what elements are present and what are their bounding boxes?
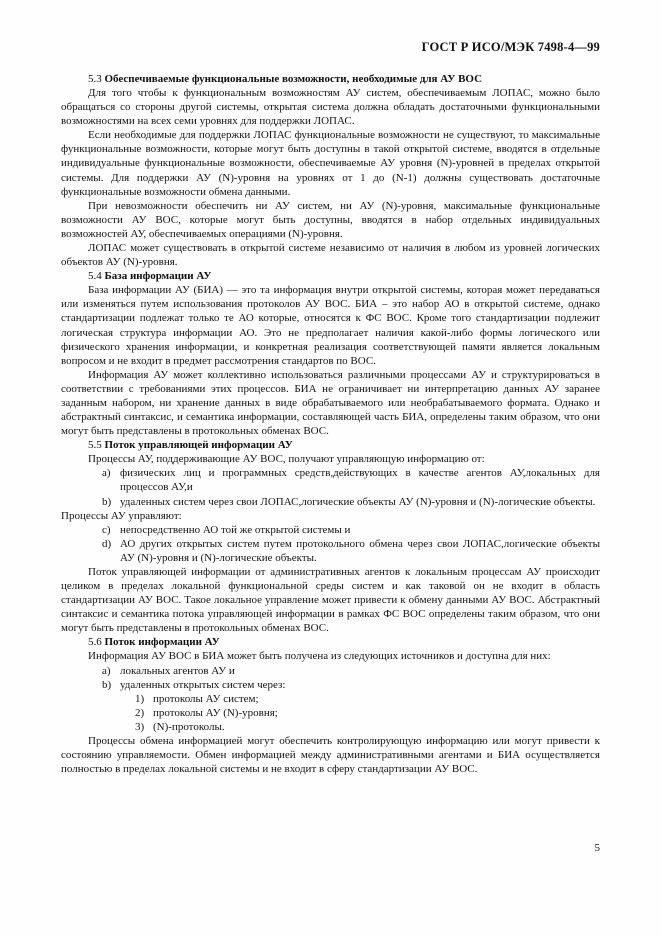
- list-item: [61, 664, 600, 678]
- section-heading-5-5: [61, 438, 600, 452]
- section-number-5-4: 5.4: [88, 270, 102, 283]
- list-5-5-sources: [61, 466, 600, 508]
- page-header-standard-number: ГОСТ Р ИСО/МЭК 7498-4—99: [421, 40, 600, 54]
- section-heading-5-3: [61, 72, 600, 86]
- list-marker: d): [102, 537, 112, 550]
- section-title-5-4: База информации АУ: [104, 270, 212, 283]
- list-item-text: локальных агентов АУ и: [120, 664, 235, 677]
- list-item: [61, 678, 600, 692]
- list-marker: a): [102, 664, 111, 677]
- paragraph-5-4-2: Информация АУ может коллективно использоваться различными процессами АУ и структурироваться в соответствии с требованиями этих процессов. БИА не ограничивает ни интерпретацию данных АУ заранее заданным набором, ни хранение данных в виде обрабатываемого или необрабатываемого формата. Однако и абстрактный синтаксис, и семантика информации, составляющей часть БИА, определены таким образом, что они могут быть представлены в протокольных обменах ВОС.: [61, 368, 600, 438]
- list-item-text: АО других открытых систем путем протокольного обмена через свои ЛОПАС,логические объекты АУ (N)-уровня и (N)-логические объекты.: [120, 537, 600, 564]
- list-item: [61, 537, 600, 565]
- page-body: [61, 72, 600, 776]
- paragraph-5-6-end: Процессы обмена информацией могут обеспечить контролирующую информацию или могут привести к состоянию управляемости. Обмен информацией между административными агентами и БИА осуществляется полностью в пределах локальной системы и не входит в сферу стандартизации АУ ВОС.: [61, 735, 600, 776]
- section-number-5-3: 5.3: [88, 73, 102, 85]
- list-item-text: удаленных открытых систем через:: [120, 678, 286, 691]
- section-title-5-3: Обеспечиваемые функциональные возможности, необходимые для АУ ВОС: [104, 73, 483, 85]
- page-number: 5: [594, 842, 600, 854]
- list-marker: b): [102, 495, 112, 508]
- section-title-5-6: Поток информации АУ: [104, 636, 220, 649]
- list-5-6-sources: [61, 664, 600, 692]
- section-heading-5-6: [61, 635, 600, 649]
- list-item-text: физических лиц и программных средств,действующих в качестве агентов АУ,локальных для процессов АУ,и: [120, 467, 600, 494]
- section-number-5-6: 5.6: [88, 636, 102, 649]
- list-item-text: протоколы АУ систем;: [153, 692, 259, 705]
- list-item-text: удаленных систем через свои ЛОПАС,логические объекты АУ (N)-уровня и (N)-логические объекты.: [120, 495, 596, 508]
- list-item-text: непосредственно АО той же открытой системы и: [120, 523, 351, 536]
- list-item: [61, 692, 600, 706]
- paragraph-5-3-4: ЛОПАС может существовать в открытой системе независимо от наличия в любом из уровней логических объектов АУ (N)-уровня.: [61, 242, 600, 269]
- list-marker: 1): [135, 692, 145, 705]
- list-marker: a): [102, 467, 111, 480]
- paragraph-5-3-2: Если необходимые для поддержки ЛОПАС функциональные возможности не существуют, то максимальные функциональные возможности, которые могут быть доступны в такой открытой системе, вводятся в отдельные индивидуальные функциональные возможности, обеспечиваемые АУ уровня (N)-уровней в пределах открытой системы. Для поддержки АУ (N)-уровня на уровнях от 1 до (N-1) должны существовать достаточные функциональные возможности обмена данными.: [61, 129, 600, 198]
- section-heading-5-4: [61, 269, 600, 283]
- list-marker: b): [102, 678, 112, 691]
- list-item: [61, 706, 600, 720]
- paragraph-5-5-lead-2: Процессы АУ управляют:: [61, 509, 182, 522]
- paragraph-5-6-lead: Информация АУ ВОС в БИА может быть получена из следующих источников и доступна для них:: [88, 650, 551, 663]
- paragraph-5-3-1: Для того чтобы к функциональным возможностям АУ систем, обеспечиваемым ЛОПАС, можно было обращаться со стороны другой системы, открытая система должна обладать достаточными функциональными возможностями на всех семи уровнях для поддержки ЛОПАС.: [61, 87, 600, 128]
- list-item: [61, 523, 600, 537]
- paragraph-5-4-1: База информации АУ (БИА) — это та информация внутри открытой системы, которая может передаваться или изменяться путем использования протоколов АУ ВОС. БИА – это набор АО в открытой системе, однако стандартизации подлежат только те АО которые, относятся к ФС ВОС. Кроме того стандартизации подлежит логическая структура информации АО. Это не предполагает наличия какой-либо формы логического или физического хранения информации, и конкретная реализация соответствующей памяти является локальным вопросом и не входит в предмет рассмотрения стандартов по ВОС.: [61, 284, 600, 367]
- list-marker: 2): [135, 706, 145, 719]
- paragraph-5-5-lead-1: Процессы АУ, поддерживающие АУ ВОС, получают управляющую информацию от:: [88, 453, 485, 466]
- list-5-5-controls: [61, 523, 600, 565]
- list-marker: c): [102, 523, 111, 536]
- list-item: [61, 466, 600, 494]
- list-5-6-protocols: [61, 692, 600, 734]
- paragraph-5-3-3: При невозможности обеспечить ни АУ систем, ни АУ (N)-уровня, максимальные функциональные возможности АУ ВОС, которые могут быть доступны, вводятся в набор отдельных индивидуальных возможностей АУ, обеспечиваемых операциями (N)-уровня.: [61, 199, 600, 240]
- paragraph-5-5-end: Поток управляющей информации от административных агентов к локальным процессам АУ происходит целиком в пределах локальной функциональной среды систем и как таковой он не входит в область стандартизации АУ ВОС. Такое локальное управление может привести к обмену данными АУ ВОС. Абстрактный синтаксис и семантика потока управляющей информации в рамках ФС ВОС определены таким образом, что они могут быть представлены в протокольных обменах ВОС.: [61, 566, 600, 635]
- list-item-text: (N)-протоколы.: [153, 720, 225, 733]
- section-number-5-5: 5.5: [88, 439, 102, 452]
- list-item-text: протоколы АУ (N)-уровня;: [153, 706, 278, 719]
- section-title-5-5: Поток управляющей информации АУ: [104, 439, 293, 452]
- list-item: [61, 495, 600, 509]
- list-item: [61, 720, 600, 734]
- list-marker: 3): [135, 720, 145, 733]
